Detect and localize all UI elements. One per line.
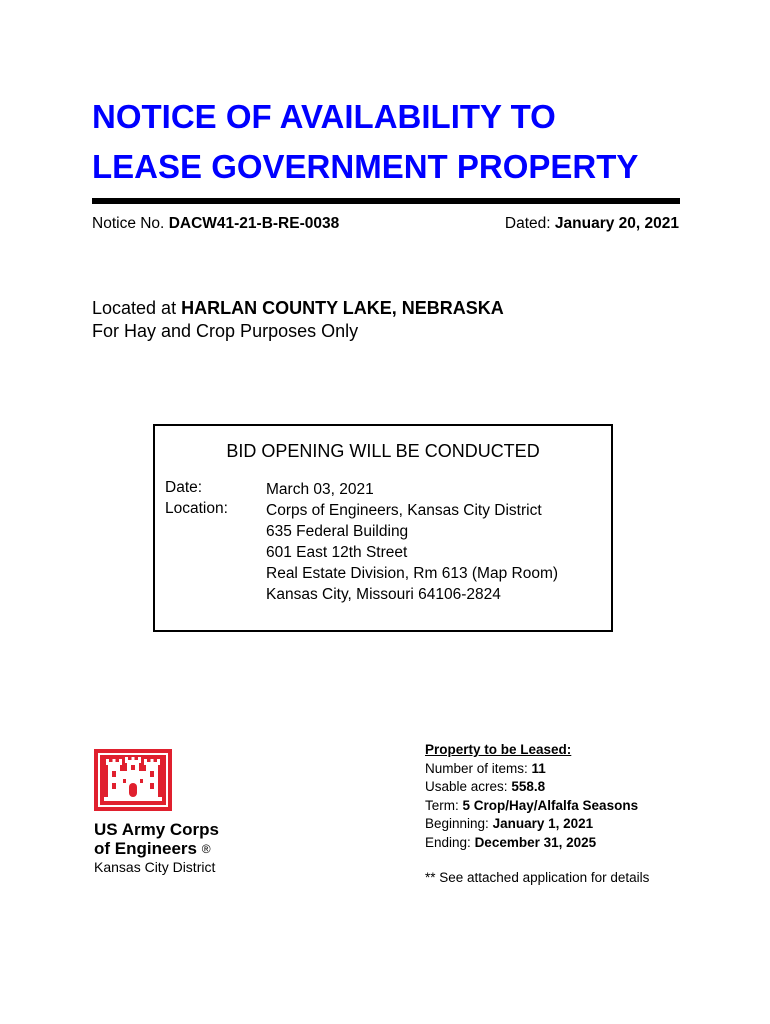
property-beginning-label: Beginning:: [425, 816, 489, 831]
property-acres-value: 558.8: [511, 779, 546, 794]
property-note: ** See attached application for details: [425, 870, 650, 885]
bid-date-value: March 03, 2021: [266, 481, 374, 498]
organization-name-line-1: US Army Corps: [94, 820, 220, 839]
page-title: [92, 92, 712, 192]
property-beginning-value: January 1, 2021: [492, 816, 594, 831]
property-acres: [425, 778, 649, 797]
bid-opening-heading: BID OPENING WILL BE CONDUCTED: [226, 441, 540, 461]
notice-number-value: DACW41-21-B-RE-0038: [168, 215, 340, 232]
title-line-1: NOTICE OF AVAILABILITY TO: [92, 98, 556, 135]
property-ending: [425, 834, 649, 853]
property-items: [425, 760, 649, 779]
property-items-label: Number of items:: [425, 760, 528, 776]
registered-mark: ®: [201, 842, 211, 856]
bid-address: [266, 500, 558, 605]
address-line: Kansas City, Missouri 64106-2824: [266, 586, 501, 603]
location-place: HARLAN COUNTY LAKE, NEBRASKA: [181, 298, 504, 318]
property-term: [425, 797, 649, 816]
organization-name: [94, 820, 219, 859]
property-beginning: [425, 815, 649, 834]
property-details: [425, 741, 649, 888]
organization-name-line-2: [94, 839, 219, 859]
property-items-value: 11: [531, 760, 546, 776]
address-line: 635 Federal Building: [266, 523, 409, 540]
location-prefix: Located at: [92, 298, 177, 318]
property-location: [92, 298, 504, 319]
notice-date-label: Dated:: [504, 215, 551, 232]
property-ending-value: December 31, 2025: [474, 834, 597, 850]
notice-number: [92, 215, 339, 233]
organization-name-line-2-text: of Engineers: [94, 839, 197, 858]
notice-number-label: Notice No.: [92, 215, 165, 232]
property-heading: Property to be Leased:: [425, 742, 572, 757]
address-line: 601 East 12th Street: [266, 544, 408, 561]
property-term-label: Term:: [425, 797, 459, 813]
property-acres-label: Usable acres:: [425, 779, 508, 794]
organization-district: Kansas City District: [94, 859, 216, 875]
bid-opening-box: [153, 424, 613, 632]
property-ending-label: Ending:: [425, 834, 471, 850]
bid-date-label: Date:: [165, 479, 203, 496]
notice-date-value: January 20, 2021: [554, 215, 679, 232]
property-term-value: 5 Crop/Hay/Alfalfa Seasons: [462, 797, 639, 813]
title-line-2: LEASE GOVERNMENT PROPERTY: [92, 148, 639, 185]
address-line: Corps of Engineers, Kansas City District: [266, 502, 542, 519]
castle-icon: [94, 749, 172, 811]
title-divider: [92, 198, 680, 204]
lease-purpose: For Hay and Crop Purposes Only: [92, 321, 359, 341]
address-line: Real Estate Division, Rm 613 (Map Room): [266, 565, 559, 582]
bid-location-label: Location:: [165, 500, 228, 517]
notice-date: [505, 215, 679, 233]
